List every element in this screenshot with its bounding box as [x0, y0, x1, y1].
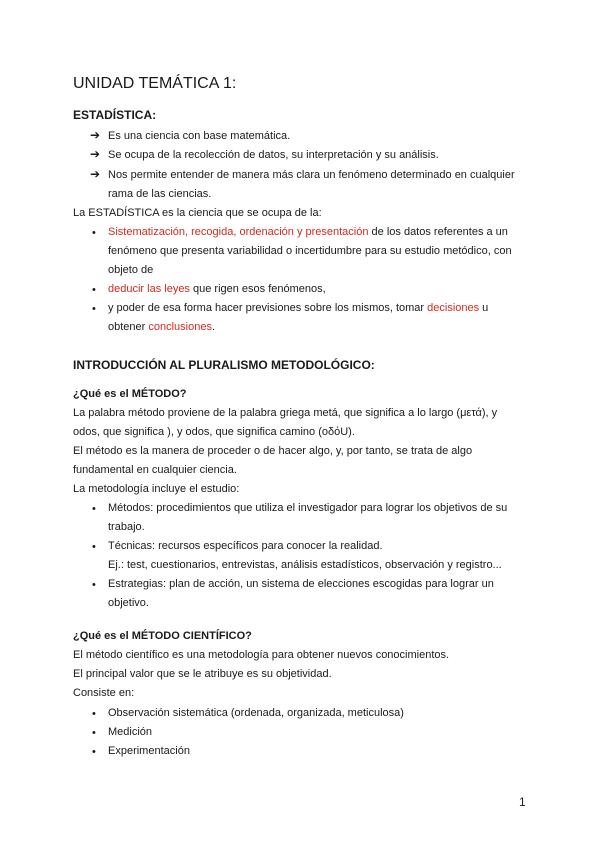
arrow-item: Es una ciencia con base matemática. [108, 130, 291, 142]
body-text: u [479, 302, 489, 314]
bullet-item-line: Métodos: procedimientos que utiliza el investigador para lograr los objetivos de su [108, 502, 508, 514]
pluralismo-heading: INTRODUCCIÓN AL PLURALISMO METODOLÓGICO: [73, 358, 375, 372]
body-text: obtener [108, 321, 149, 333]
list-item: Medición [108, 726, 153, 738]
paragraph-line: La metodología incluye el estudio: [73, 483, 240, 495]
body-text: de los datos referentes a un [368, 226, 508, 238]
bullet-item-line: trabajo. [108, 521, 145, 533]
estadistica-intro: La ESTADÍSTICA es la ciencia que se ocupa de la: [73, 207, 322, 219]
arrow-item: Se ocupa de la recolección de datos, su interpretación y su análisis. [108, 149, 439, 161]
arrow-icon: ➔ [90, 128, 101, 142]
bullet-icon: • [92, 579, 96, 591]
bullet-item-line: fenómeno que presenta variabilidad o incertidumbre para su estudio metódico, con [108, 245, 512, 257]
unit-title: UNIDAD TEMÁTICA 1: [73, 75, 237, 92]
body-text: que rigen esos fenómenos, [189, 283, 326, 295]
bullet-item-line [108, 301, 488, 315]
bullet-item-line [108, 225, 508, 239]
bullet-item-line: objeto de [108, 264, 154, 276]
arrow-icon: ➔ [90, 147, 101, 161]
body-text: y poder de esa forma hacer previsiones sobre los mismos, tomar [108, 302, 428, 314]
bullet-icon: • [92, 727, 96, 739]
paragraph-line: Consiste en: [73, 687, 135, 699]
bullet-icon: • [92, 708, 96, 720]
metodo-cientifico-question: ¿Qué es el MÉTODO CIENTÍFICO? [73, 630, 252, 642]
bullet-item-line: Técnicas: recursos específicos para conocer la realidad. [108, 540, 383, 552]
highlight-text: decisiones [427, 302, 480, 314]
highlight-text: Sistematización, recogida, ordenación y presentación [108, 226, 369, 238]
estadistica-heading: ESTADÍSTICA: [73, 108, 157, 122]
metodo-question: ¿Qué es el MÉTODO? [73, 388, 187, 400]
bullet-icon: • [92, 541, 96, 553]
arrow-icon: ➔ [90, 167, 101, 181]
bullet-icon: • [92, 746, 96, 758]
highlight-text: conclusiones [148, 321, 212, 333]
bullet-icon: • [92, 227, 96, 239]
list-item: Observación sistemática (ordenada, organizada, meticulosa) [108, 707, 404, 719]
list-item: Experimentación [108, 745, 190, 757]
paragraph-line: El método científico es una metodología para obtener nuevos conocimientos. [73, 649, 450, 661]
bullet-icon: • [92, 284, 96, 296]
bullet-icon: • [92, 303, 96, 315]
bullet-item-line: Estrategias: plan de acción, un sistema de elecciones escogidas para lograr un [108, 578, 494, 590]
paragraph-line: El principal valor que se le atribuye es su objetividad. [73, 668, 332, 680]
bullet-item-line: Ej.: test, cuestionarios, entrevistas, análisis estadísticos, observación y registro... [108, 559, 502, 571]
bullet-item-line: objetivo. [108, 597, 149, 609]
arrow-item: Nos permite entender de manera más clara un fenómeno determinado en cualquier [108, 169, 515, 181]
paragraph-line: fundamental en cualquier ciencia. [73, 464, 237, 476]
arrow-item-continuation: rama de las ciencias. [108, 188, 212, 200]
bullet-item-line [108, 282, 326, 296]
highlight-text: deducir las leyes [108, 283, 190, 295]
body-text: . [211, 321, 216, 333]
paragraph-line: odos, que significa ), y odos, que significa camino (οδόU). [73, 426, 355, 438]
paragraph-line: El método es la manera de proceder o de hacer algo, y, por tanto, se trata de algo [73, 445, 473, 457]
bullet-icon: • [92, 503, 96, 515]
page-number: 1 [519, 795, 526, 809]
paragraph-line: La palabra método proviene de la palabra griega metá, que significa a lo largo (μετά), y [73, 407, 498, 419]
bullet-item-line [108, 320, 215, 334]
